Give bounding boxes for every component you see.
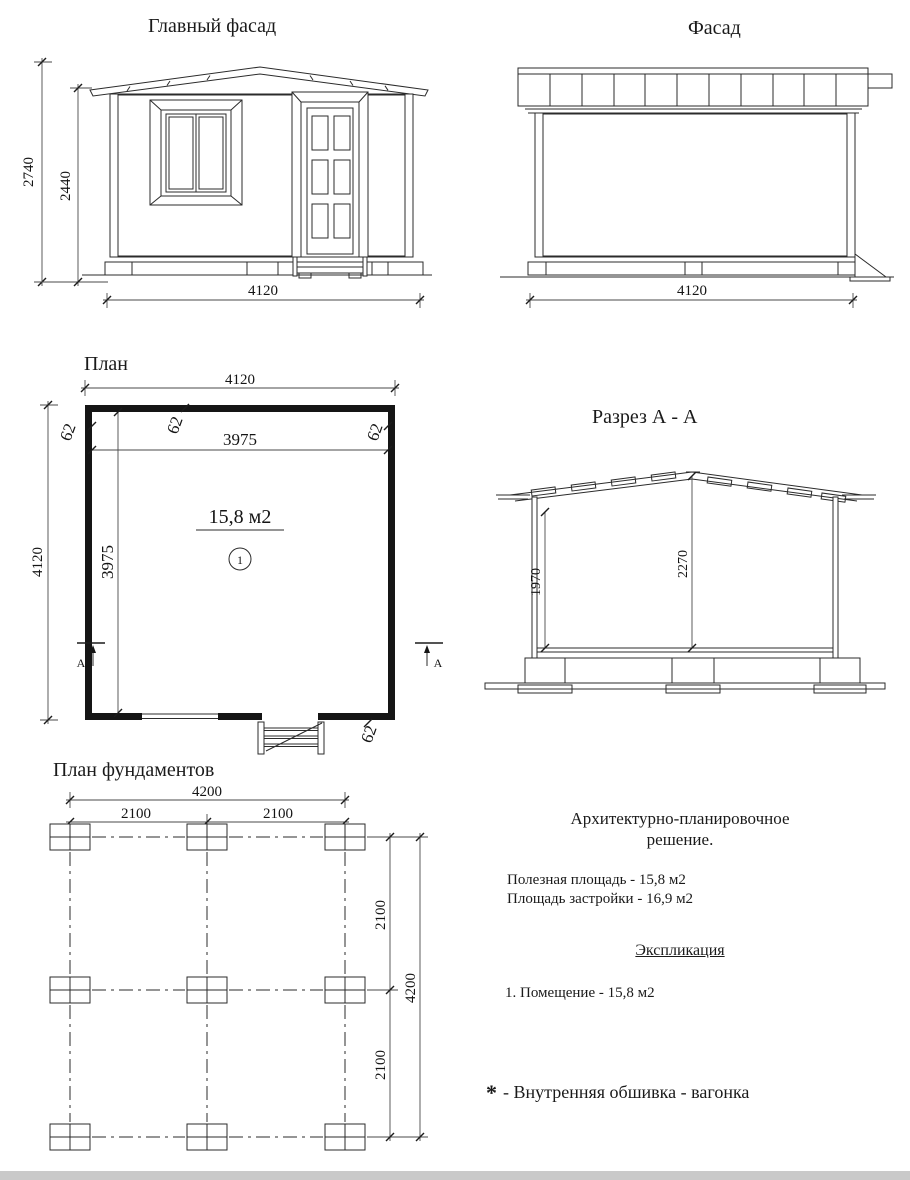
dim-4120-label: 4120 <box>677 283 707 299</box>
roof-fascia <box>518 68 892 113</box>
notes-heading-line2: решение. <box>646 830 714 849</box>
main-facade-title: Главный фасад <box>148 15 277 37</box>
plan-dim-4120-top: 4120 <box>225 372 255 388</box>
dim-right-total <box>403 833 424 1141</box>
explication-heading <box>480 942 880 960</box>
dim-width <box>103 283 424 308</box>
dim-4120-label: 4120 <box>248 283 278 299</box>
dim-4200-side: 4200 <box>403 973 419 1003</box>
room-number: 1 <box>237 553 243 567</box>
room-label <box>196 506 284 570</box>
plan-62-top-left: 62 <box>55 420 80 444</box>
dim-inner-height <box>98 408 122 717</box>
dim-left <box>30 401 58 724</box>
dim-4200-top: 4200 <box>192 784 222 800</box>
roof-section <box>496 472 876 502</box>
door <box>292 92 368 257</box>
plan-dim-3975-h: 3975 <box>223 430 257 449</box>
dim-ridge-height <box>676 472 696 652</box>
explication-item: 1. Помещение - 15,8 м2 <box>505 985 655 1001</box>
plan-62-top-right: 62 <box>362 420 387 444</box>
foundation-title: План фундаментов <box>53 759 215 781</box>
section-drawing <box>470 430 900 700</box>
floor-plan-drawing <box>30 372 450 772</box>
foundation-strip <box>500 262 894 277</box>
dim-inner-width <box>88 430 392 454</box>
foundation-plan-drawing <box>30 785 450 1180</box>
explication-title: Экспликация <box>635 942 725 959</box>
entry-steps-plan <box>258 722 324 754</box>
dim-top-total <box>66 784 349 808</box>
page-bottom-edge <box>0 1171 910 1180</box>
section-title: Разрез А - А <box>592 406 698 428</box>
dim-2440-label: 2440 <box>58 171 74 201</box>
footnote-asterisk: * <box>486 1080 497 1105</box>
dim-2100-side-bottom: 2100 <box>373 1050 389 1080</box>
dim-height-inner <box>34 84 108 286</box>
plan-title: План <box>84 353 129 375</box>
dim-width <box>526 283 857 308</box>
dim-2270-label: 2270 <box>676 550 691 578</box>
footnote <box>486 1080 749 1106</box>
foundation-strip <box>82 262 432 275</box>
section-letter-left: А <box>76 656 86 670</box>
dim-2740-label: 2740 <box>21 157 37 187</box>
section-foundation <box>485 658 885 693</box>
entry-ramp <box>850 254 890 281</box>
plan-dim-4120-left: 4120 <box>30 547 46 577</box>
footnote-text: - Внутренняя обшивка - вагонка <box>503 1082 750 1102</box>
section-letter-right: А <box>433 656 443 670</box>
dim-2100-side-top: 2100 <box>373 900 389 930</box>
roof <box>90 67 428 96</box>
dim-2100-right: 2100 <box>263 806 293 822</box>
notes-heading <box>480 808 880 850</box>
side-facade-title: Фасад <box>688 17 741 39</box>
useful-area-line: Полезная площадь - 15,8 м2 <box>507 872 686 888</box>
window <box>150 100 242 205</box>
wall-siding <box>535 113 855 257</box>
built-area-line: Площадь застройки - 16,9 м2 <box>507 891 694 907</box>
side-facade-drawing <box>480 50 900 315</box>
main-facade-drawing <box>20 50 445 315</box>
plan-62-bottom-right: 62 <box>356 722 381 746</box>
dim-top <box>81 372 399 396</box>
section-marker-right <box>415 643 443 670</box>
room-area-label: 15,8 м2 <box>208 506 272 528</box>
plan-dim-3975-v: 3975 <box>98 545 117 579</box>
notes-heading-line1: Архитектурно-планировочное <box>570 809 790 828</box>
dim-2100-left: 2100 <box>121 806 151 822</box>
area-summary <box>507 871 693 909</box>
dim-height-outer <box>21 58 52 286</box>
dim-1970-label: 1970 <box>529 568 544 596</box>
plan-62-top-mid: 62 <box>162 413 187 437</box>
